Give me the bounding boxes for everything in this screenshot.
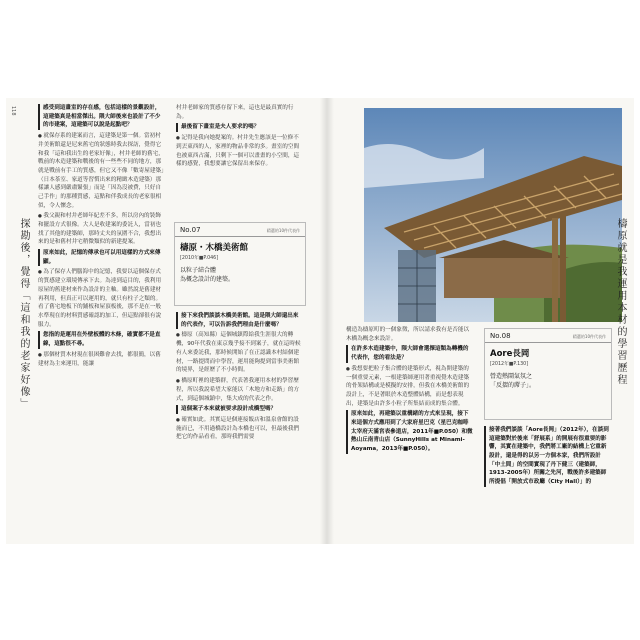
- work-quote-line: 為概念設計的建築。: [180, 276, 235, 283]
- interview-answer: ● 我想要把粒子集合體的建築形式，視為開建築的一個重要元素，一根建築師運用著重視覺木造建築的骨架結構或是模擬的安排，但我在木橋美術館的設計上，不是著眼於木造整體結構，而是想表現出，建築是由許多小粒子所集結而成的集合體。: [346, 365, 474, 409]
- right-column-2: [484, 426, 610, 489]
- interview-answer: ● 確實如此。其實這是個連接飯店和溫泉會館的設施而已，不用過橋設計為本橋也可以，但最後我們把它的作品看看，那時我們需要: [176, 416, 302, 442]
- interview-answer: ● 為了保存人們腦海中的記憶，我要以這個保存式的質感建立環境傳承下去。為達到這目的，我利用原屋的舊建材來作為設計的主軸。雖然說是舊建材再利用，但真正可以運用的，就只有柱子之類的。看了舊宅地板下的鋪板和屋頂板後，那不是在一般水準現在的材料質感確認的加工，但這點卻很有說服力。: [38, 268, 164, 329]
- right-column-1: [346, 326, 474, 456]
- work-number: No.07: [180, 226, 201, 234]
- work-quote-line: 以粒子結合體: [180, 267, 217, 274]
- left-column-2-bottom: [176, 312, 302, 444]
- paragraph: 構造為檮原町的一個象徵，所以請求我有是否能以木橋為概念來設計。: [346, 327, 470, 342]
- work-name: 檮原・木橋美術館: [180, 243, 249, 253]
- interview-answer: ● 那個材質木材現在很困難會去找，都很簡，以舊建材為主來運用，能讓: [38, 351, 164, 369]
- interview-question: 最後留下畫室是夫人要求的嗎？: [176, 123, 302, 132]
- interview-answer: ● 橋原町裡的建築群，代表著我運用本材的學習歷程，所以我說希望大家能以「木地方和走路」的方式，到這個城鎮中，集大成的代表之作。: [176, 377, 302, 403]
- left-vertical-title: 探勘後，覺得「這和我的老家好像」: [18, 218, 29, 410]
- work-year: [2010年■P.046]: [180, 256, 219, 261]
- interview-question: 在許多木造建築中，隈大師會選擇這類為轉機的代表作，您的看法是？: [346, 345, 474, 362]
- book-spine: [320, 98, 334, 544]
- interview-question: 接著我們談談「Aore長岡」（2012年），在談到這建築對於後來「舒展系」的開展有很重要的影響，其實在建築中，我們將工廠的結構上它重新設計，還是得的以另一方個本家，我們所設計「中土間」的空間實現了丹下健三（建築師，1913-2005年）所關之先河，戰後許多建築師所提倡「開放式市政廳（City Hall）」的: [484, 426, 610, 487]
- work-quote-line: 營造熱鬧氣氛之: [490, 373, 533, 380]
- wooden-bridge-museum-image: [364, 108, 622, 322]
- work-number: No.08: [490, 332, 511, 340]
- work-quote-line: 「反摺的蓆子」。: [490, 382, 536, 389]
- paragraph: 村井老師家的質感存留下來，這也是最真實的行為。: [176, 105, 294, 120]
- left-column-2-top: [176, 104, 302, 171]
- interview-question: 您指的是運用在外壁板體的木條，確實都不是直線，這點很不尋。: [38, 331, 164, 348]
- interview-question: 這個案子本來就被要求設計成橋型嗎？: [176, 405, 302, 414]
- left-column-1: [38, 104, 164, 370]
- book-spread: [6, 98, 634, 544]
- interview-question: 接下來我們談談木橋美術館。這是隈大師還出來的代表作，可以告訴我們理由是什麼嗎？: [176, 312, 302, 329]
- interview-answer: ● 就保存系的建案而言，這建築是第一個。當初村井美術館還是尼來舊宅的狀態時我去探訪，覺得它和我「這和我出生的老家好像」，村井老師的舊宅，戰前的木造建築和戰後的有一些些不同的地方，那就是戰前有手工的質感，但它又不像「數寄屋建築」（日本茶室、家道等習慣出來的精緻木造建築）那樣讓人感到嚴肅緊張」而是「因為沒被費，只好自己手作」的那種質感，這點和伴我成長的老家很相似，令人懷念。: [38, 132, 164, 210]
- page-number: 118: [10, 106, 16, 116]
- work-year: [2012年■P.130]: [490, 362, 529, 367]
- interview-answer: ● 記得是我向她提案的。村井先生應該是一位修不到丟東西的人，家裡的物品非常的多。畫室的空間也被東西占滿，只剩下一個可以畫畫的小空間，這樣的感覺，我想要讓它保留出來保存。: [176, 134, 302, 169]
- interview-question: 原來如此，再建築以重構緒的方式來呈現，接下來這個方式應用到了大家府星巴克（星巴克咖啡太宰府天滿宮表參道店，2011年■P.050）和微熱山丘南青山店（SunnyHills at Minami-Aoyama，2013年■P.050）。: [346, 410, 474, 453]
- work-card-no08: [484, 328, 612, 420]
- work-tag: 精選的10件代表作: [266, 228, 300, 233]
- interview-question: 感受到這畫室的存在感，包括這樣的景觀設計，這建築真是相當傑出。隈大師後來也設計了不少的市建案，這建築可以說是起點吧？: [38, 104, 164, 130]
- interview-answer: ● 我父親和村井老師年紀差不多，所以房內的裝飾和擺設方式很像。大人是收建案的委託人，當初也找了其他的建築師，那時丈夫的氛圍不合，我想出來的是和舊村井宅稍微類似的新建提案。: [38, 212, 164, 247]
- work-name: Aore長岡: [490, 349, 530, 359]
- interview-question: 原來如此，記憶的傳承也可以用這樣的方式來傳顯。: [38, 249, 164, 266]
- museum-photo: [364, 108, 622, 322]
- right-vertical-title: 檮原就是我運用本材的學習歷程: [615, 218, 626, 386]
- work-tag: 精選的10件代表作: [572, 334, 606, 339]
- interview-answer: ● 檮原（高知縣）這個城鎮際給我生涯很大的轉機，90年代我在東京幾乎接不到案子，就在這時候有人來委託我，那時候開始了在正認識本村結個建材，一路提問而中學習，運用能夠提到當事美術館的境界，是經歷了不小時間。: [176, 331, 302, 375]
- work-card-no07: [174, 222, 306, 306]
